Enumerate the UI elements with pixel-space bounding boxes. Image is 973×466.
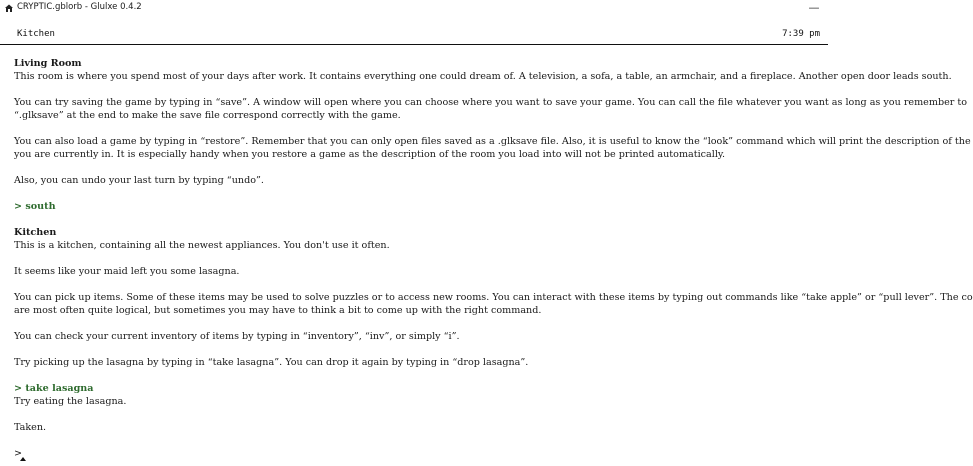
text-cursor-icon: [20, 457, 26, 461]
room-title-living-room: Living Room: [14, 58, 82, 69]
status-time: 7:39 pm: [782, 29, 820, 39]
story-text: Also, you can undo your last turn by typing “undo”.: [14, 175, 264, 186]
story-text: You can try saving the game by typing in “save”. A window will open where you can choose where you want to save your game. You can call the file whatever you want as long as you remember to: [14, 97, 968, 108]
room-title-kitchen: Kitchen: [14, 227, 57, 238]
story-text: You can pick up items. Some of these items may be used to solve puzzles or to access new rooms. You can interact with these items by typing out commands like “take apple” or “pull lever”. The co: [14, 292, 973, 303]
story-text: are most often quite logical, but sometimes you may have to think a bit to come up with the right command.: [14, 305, 542, 316]
story-text: “.glksave” at the end to make the save file correspond correctly with the game.: [14, 110, 401, 121]
story-text: You can also load a game by typing in “restore”. Remember that you can only open files saved as a .glksave file. Also, it is useful to know the “look” command which will print the description of the: [14, 136, 971, 147]
prompt-symbol: >: [14, 448, 23, 459]
story-window[interactable]: [14, 57, 973, 460]
player-command: > take lasagna: [14, 383, 94, 394]
app-icon: [4, 3, 14, 13]
status-location: Kitchen: [17, 29, 55, 39]
story-text: you are currently in. It is especially handy when you restore a game as the description of the room you load into will not be printed automatically.: [14, 149, 726, 160]
room-description: This room is where you spend most of your days after work. It contains everything one could dream of. A television, a sofa, a table, an armchair, and a fireplace. Another open door leads south.: [14, 71, 952, 82]
story-text: Taken.: [14, 422, 47, 433]
window-title: CRYPTIC.gblorb - Glulxe 0.4.2: [17, 2, 142, 12]
story-text: Try picking up the lasagna by typing in “take lasagna”. You can drop it again by typing in “drop lasagna”.: [14, 357, 529, 368]
status-line: [0, 26, 828, 45]
command-prompt[interactable]: [14, 447, 854, 460]
story-text: Try eating the lasagna.: [14, 396, 127, 407]
room-description: This is a kitchen, containing all the newest appliances. You don't use it often.: [14, 240, 390, 251]
story-text: You can check your current inventory of items by typing in “inventory”, “inv”, or simply “i”.: [14, 331, 460, 342]
minimize-button[interactable]: [806, 2, 822, 16]
story-text: It seems like your maid left you some lasagna.: [14, 266, 240, 277]
command-input[interactable]: [14, 447, 714, 460]
minimize-icon: —: [808, 1, 820, 14]
player-command: > south: [14, 201, 56, 212]
title-bar[interactable]: [0, 0, 828, 18]
